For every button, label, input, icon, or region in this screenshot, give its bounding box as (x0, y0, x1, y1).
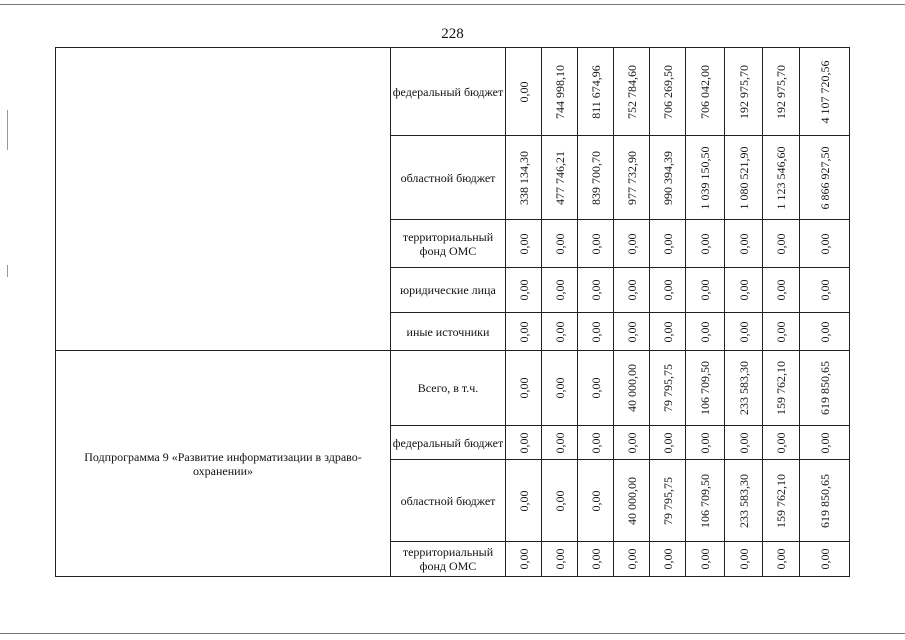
amount-value: 0,00 (774, 432, 788, 453)
amount-value: 0,00 (552, 377, 567, 399)
amount-cell (725, 268, 763, 313)
amount-cell (725, 542, 763, 577)
amount-cell (763, 48, 800, 136)
amount-value: 1 123 546,60 (774, 146, 788, 209)
amount-cell (800, 542, 850, 577)
amount-cell (506, 220, 542, 268)
table-row (56, 351, 850, 426)
amount-value: 0,00 (552, 490, 567, 511)
amount-cell (686, 313, 725, 351)
amount-cell (506, 136, 542, 220)
amount-cell (800, 313, 850, 351)
amount-cell (614, 542, 650, 577)
amount-cell (614, 313, 650, 351)
amount-value: 0,00 (624, 321, 639, 342)
amount-cell (800, 220, 850, 268)
amount-cell (725, 313, 763, 351)
amount-value: 619 850,65 (817, 361, 832, 415)
amount-value: 0,00 (588, 233, 603, 254)
amount-cell (763, 313, 800, 351)
amount-cell (686, 542, 725, 577)
amount-cell (542, 136, 578, 220)
amount-value: 0,00 (516, 81, 531, 102)
amount-cell (650, 460, 686, 542)
amount-value: 0,00 (660, 321, 675, 342)
amount-value: 40 000,00 (624, 476, 639, 525)
amount-cell (686, 460, 725, 542)
amount-cell (686, 48, 725, 136)
amount-cell (725, 220, 763, 268)
amount-value: 106 709,50 (698, 473, 712, 528)
subprogram-title (56, 48, 391, 351)
amount-cell (614, 48, 650, 136)
amount-cell (800, 460, 850, 542)
amount-value: 106 709,50 (698, 361, 712, 415)
amount-value: 0,00 (552, 233, 567, 254)
amount-value: 744 998,10 (552, 64, 567, 119)
funding-source: Всего, в т.ч. (391, 351, 506, 426)
amount-value: 0,00 (736, 432, 751, 453)
amount-cell (800, 426, 850, 460)
amount-cell (650, 351, 686, 426)
amount-value: 752 784,60 (624, 64, 639, 119)
amount-value: 233 583,30 (736, 361, 751, 415)
amount-value: 233 583,30 (736, 473, 751, 528)
amount-cell (800, 48, 850, 136)
amount-value: 0,00 (774, 321, 788, 342)
funding-source: иные источники (391, 313, 506, 351)
funding-source: территориальный фонд ОМС (391, 220, 506, 268)
amount-value: 0,00 (774, 279, 788, 301)
amount-value: 0,00 (516, 548, 531, 570)
amount-value: 1 039 150,50 (698, 146, 712, 209)
amount-value: 619 850,65 (817, 473, 832, 528)
amount-value: 0,00 (516, 279, 531, 301)
amount-value: 0,00 (588, 321, 603, 342)
amount-cell (614, 351, 650, 426)
amount-value: 0,00 (660, 432, 675, 453)
amount-cell (506, 268, 542, 313)
amount-value: 0,00 (588, 279, 603, 301)
amount-value: 977 732,90 (624, 150, 639, 205)
amount-value: 79 795,75 (660, 364, 675, 412)
table-row (56, 48, 850, 136)
amount-value: 6 866 927,50 (817, 146, 832, 209)
scan-mark-left-2 (7, 265, 8, 277)
scan-mark-left (7, 110, 8, 150)
amount-value: 0,00 (588, 490, 603, 511)
amount-value: 4 107 720,56 (817, 60, 832, 123)
amount-cell (506, 460, 542, 542)
amount-cell (506, 426, 542, 460)
amount-value: 0,00 (660, 233, 675, 254)
amount-value: 159 762,10 (774, 361, 788, 415)
amount-value: 338 134,30 (516, 150, 531, 205)
amount-value: 0,00 (516, 432, 531, 453)
budget-table (55, 47, 850, 577)
funding-source: федеральный бюджет (391, 426, 506, 460)
amount-cell (725, 460, 763, 542)
amount-value: 0,00 (516, 377, 531, 399)
funding-source: федеральный бюджет (391, 48, 506, 136)
amount-value: 0,00 (516, 321, 531, 342)
amount-cell (800, 268, 850, 313)
amount-value: 0,00 (588, 548, 603, 570)
amount-value: 0,00 (817, 279, 832, 301)
amount-cell (542, 48, 578, 136)
amount-cell (542, 460, 578, 542)
amount-cell (686, 268, 725, 313)
amount-cell (763, 351, 800, 426)
amount-cell (800, 136, 850, 220)
amount-value: 1 080 521,90 (736, 146, 751, 209)
amount-value: 192 975,70 (736, 64, 751, 119)
amount-cell (578, 136, 614, 220)
amount-cell (506, 542, 542, 577)
amount-cell (614, 136, 650, 220)
amount-cell (542, 313, 578, 351)
amount-value: 0,00 (660, 548, 675, 570)
amount-value: 0,00 (736, 233, 751, 254)
amount-cell (686, 351, 725, 426)
amount-value: 706 269,50 (660, 64, 675, 119)
funding-source: областной бюджет (391, 460, 506, 542)
amount-value: 706 042,00 (698, 64, 712, 119)
amount-cell (578, 426, 614, 460)
amount-cell (578, 268, 614, 313)
amount-cell (542, 268, 578, 313)
amount-value: 40 000,00 (624, 364, 639, 412)
amount-cell (763, 426, 800, 460)
amount-value: 0,00 (552, 279, 567, 301)
amount-cell (578, 220, 614, 268)
amount-cell (614, 426, 650, 460)
funding-source: территориальный фонд ОМС (391, 542, 506, 577)
amount-cell (578, 351, 614, 426)
amount-cell (763, 268, 800, 313)
amount-value: 79 795,75 (660, 476, 675, 525)
amount-cell (650, 426, 686, 460)
amount-cell (686, 136, 725, 220)
amount-cell (650, 542, 686, 577)
amount-cell (800, 351, 850, 426)
amount-cell (763, 220, 800, 268)
amount-value: 0,00 (774, 233, 788, 254)
amount-value: 0,00 (660, 279, 675, 301)
amount-cell (650, 136, 686, 220)
amount-value: 0,00 (817, 321, 832, 342)
amount-value: 159 762,10 (774, 473, 788, 528)
amount-value: 811 674,96 (588, 64, 603, 119)
amount-cell (542, 351, 578, 426)
amount-value: 0,00 (736, 321, 751, 342)
amount-value: 0,00 (624, 279, 639, 301)
amount-value: 0,00 (516, 233, 531, 254)
amount-value: 0,00 (588, 432, 603, 453)
amount-value: 0,00 (624, 233, 639, 254)
amount-cell (686, 220, 725, 268)
amount-cell (506, 313, 542, 351)
amount-value: 0,00 (698, 432, 712, 453)
amount-value: 0,00 (698, 321, 712, 342)
subprogram-title: Подпрограмма 9 «Развитие информатизации в здраво-охранении» (56, 351, 391, 577)
scan-edge-bottom (0, 633, 905, 634)
amount-value: 477 746,21 (552, 150, 567, 205)
amount-value: 0,00 (698, 233, 712, 254)
amount-cell (725, 426, 763, 460)
amount-value: 990 394,39 (660, 150, 675, 205)
amount-cell (578, 542, 614, 577)
amount-cell (686, 426, 725, 460)
amount-cell (650, 313, 686, 351)
amount-cell (650, 268, 686, 313)
amount-cell (578, 313, 614, 351)
amount-cell (763, 136, 800, 220)
amount-cell (506, 48, 542, 136)
amount-value: 0,00 (817, 548, 832, 570)
amount-cell (614, 268, 650, 313)
amount-cell (763, 460, 800, 542)
amount-value: 0,00 (774, 548, 788, 570)
amount-cell (650, 220, 686, 268)
page-number: 228 (441, 26, 464, 42)
amount-value: 0,00 (516, 490, 531, 511)
amount-value: 0,00 (698, 279, 712, 301)
amount-cell (542, 426, 578, 460)
amount-value: 0,00 (624, 432, 639, 453)
amount-cell (725, 351, 763, 426)
amount-value: 192 975,70 (774, 64, 788, 119)
amount-cell (725, 136, 763, 220)
amount-value: 0,00 (736, 279, 751, 301)
amount-value: 839 700,70 (588, 150, 603, 205)
amount-cell (650, 48, 686, 136)
amount-cell (614, 460, 650, 542)
amount-value: 0,00 (588, 377, 603, 399)
amount-value: 0,00 (552, 321, 567, 342)
amount-value: 0,00 (552, 432, 567, 453)
amount-value: 0,00 (736, 548, 751, 570)
amount-value: 0,00 (817, 432, 832, 453)
amount-cell (506, 351, 542, 426)
amount-cell (763, 542, 800, 577)
funding-source: юридические лица (391, 268, 506, 313)
amount-cell (725, 48, 763, 136)
amount-cell (542, 220, 578, 268)
amount-value: 0,00 (698, 548, 712, 570)
amount-value: 0,00 (552, 548, 567, 570)
amount-value: 0,00 (817, 233, 832, 254)
scan-edge-top (0, 4, 905, 5)
amount-cell (578, 48, 614, 136)
funding-source: областной бюджет (391, 136, 506, 220)
amount-value: 0,00 (624, 548, 639, 570)
amount-cell (614, 220, 650, 268)
amount-cell (578, 460, 614, 542)
amount-cell (542, 542, 578, 577)
